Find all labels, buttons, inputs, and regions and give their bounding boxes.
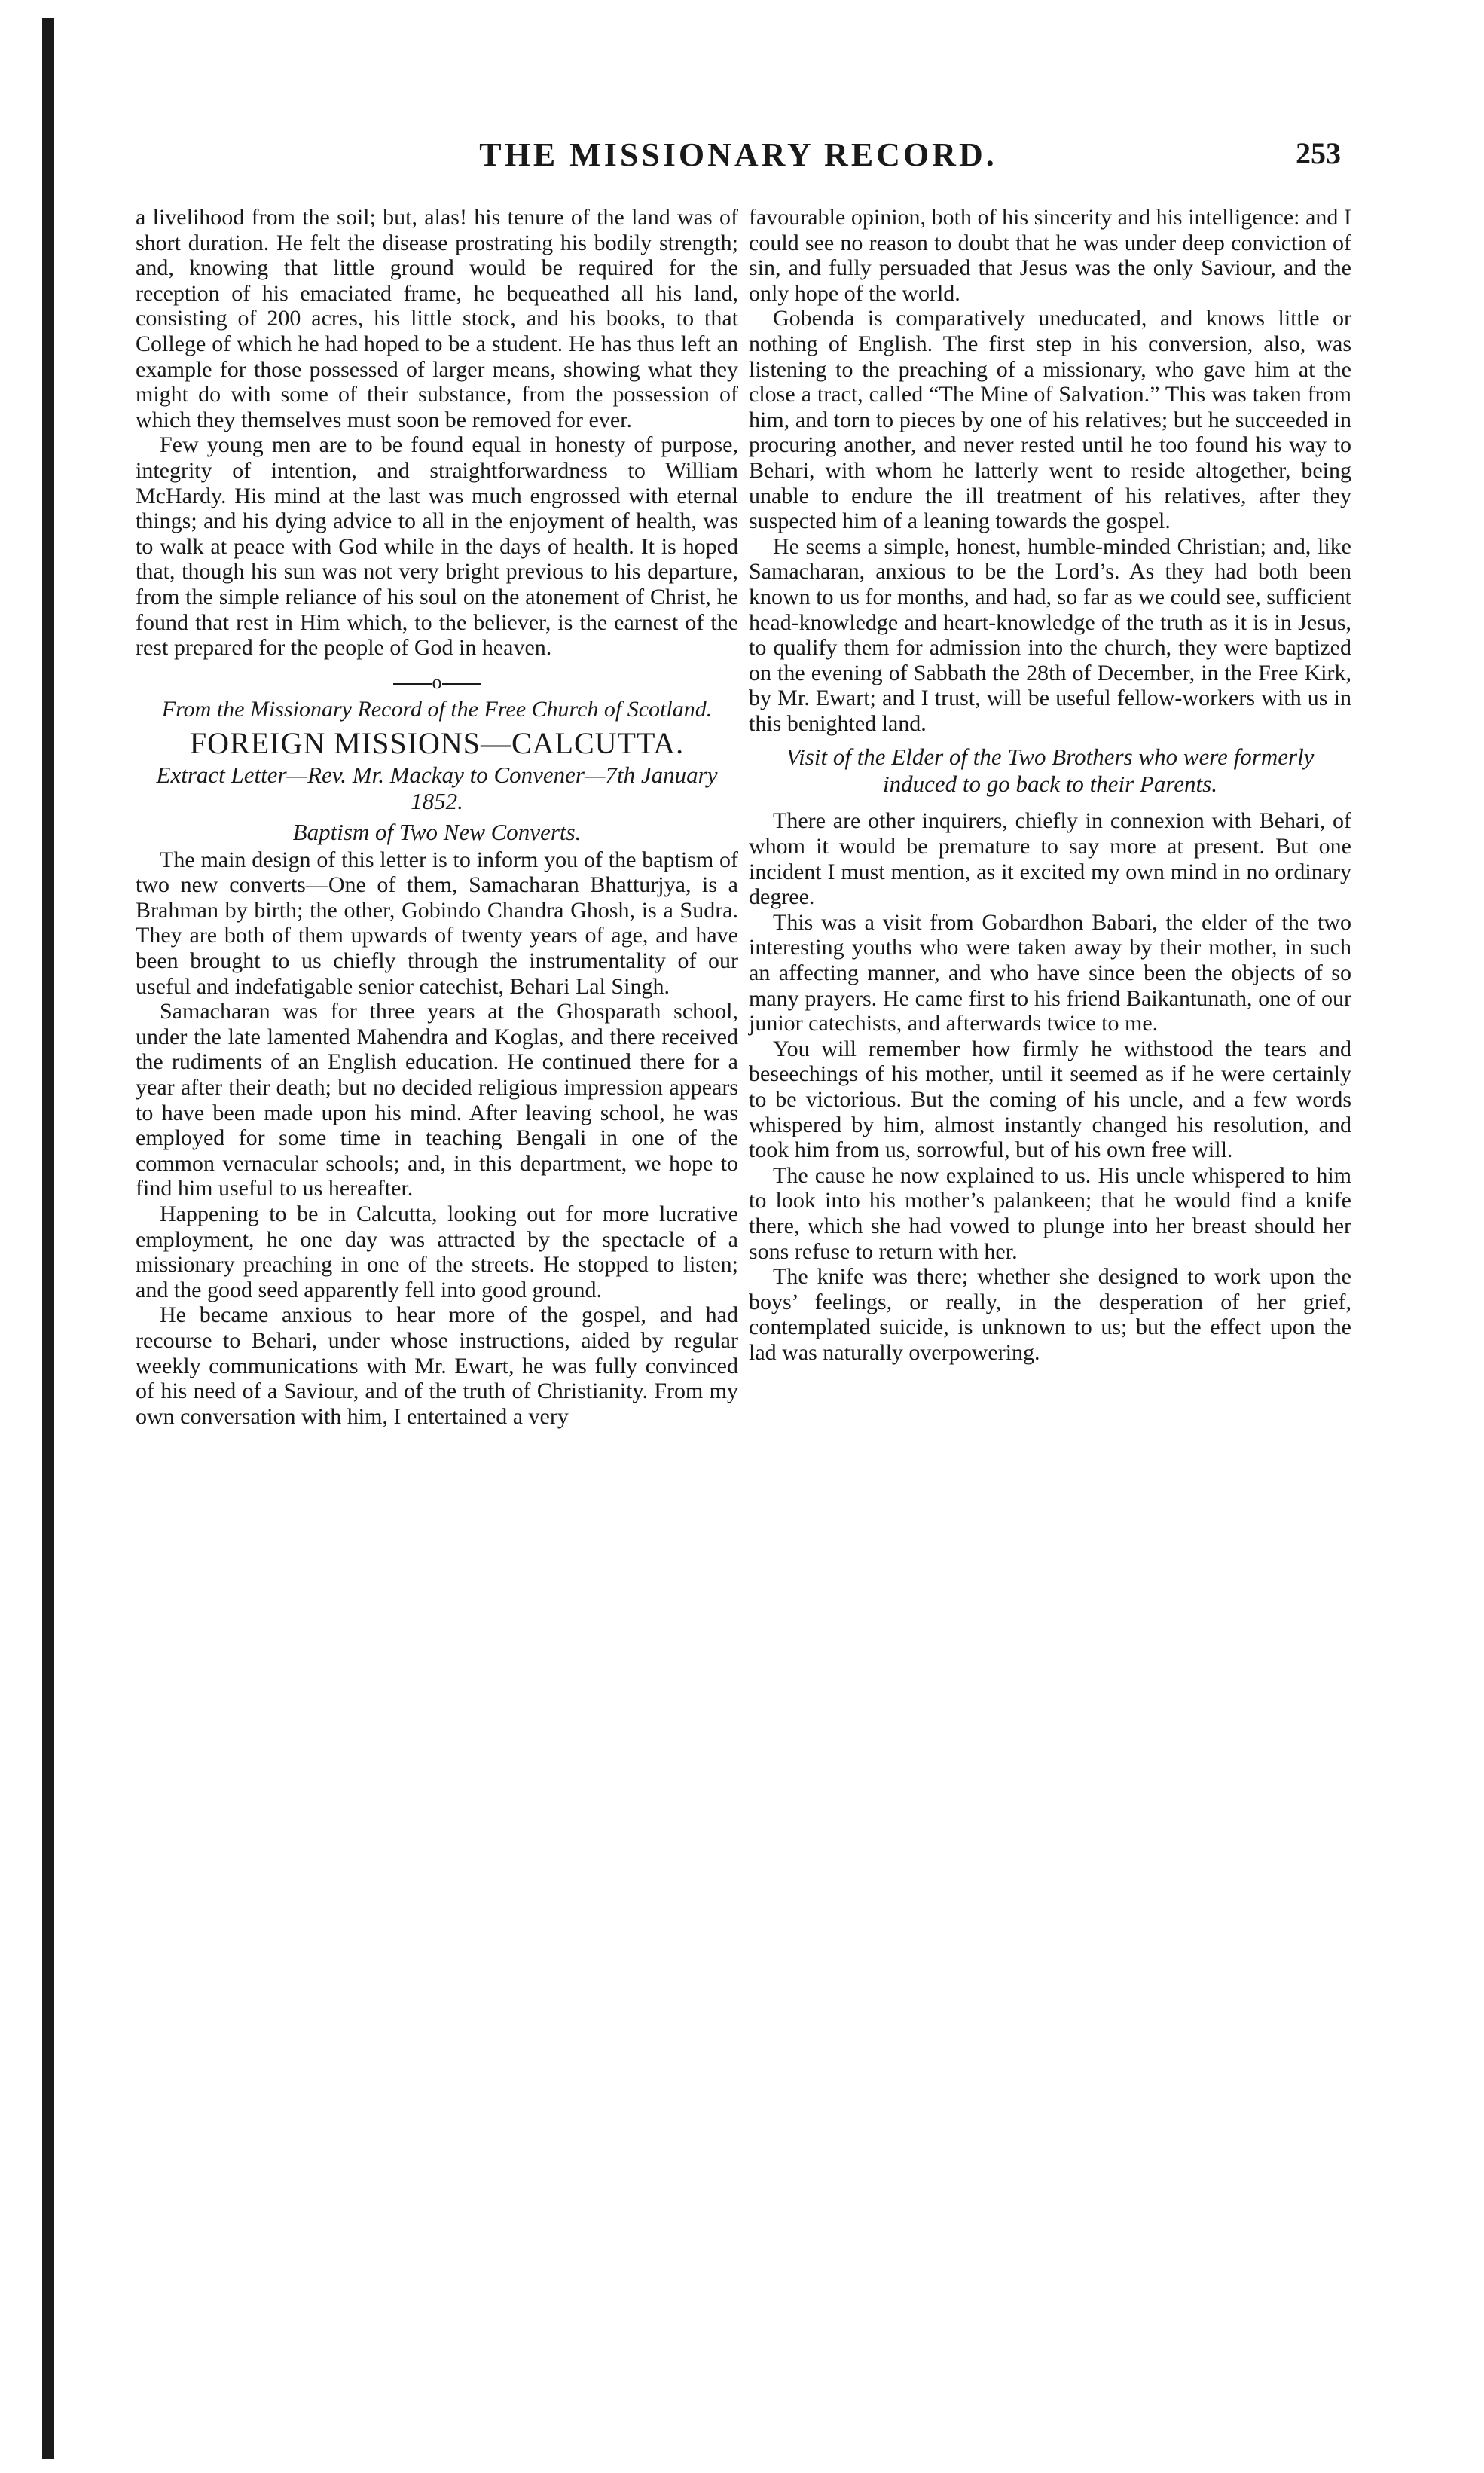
paragraph: You will remember how firmly he withstood the tears and beseechings of his mother, until it seemed as if he were certainly to be victorious. But the coming of his uncle, and a few words whispered by him, almost instantly changed his resolution, and took him from us, sorrowful, but of his own free will. — [749, 1036, 1351, 1163]
paragraph: a livelihood from the soil; but, alas! his tenure of the land was of short duration. He felt the disease prostrating his bodily strength; and, knowing that little ground would be required for the reception of his emaciated frame, he bequeathed all his land, consisting of 200 acres, his little stock, and his books, to that College of which he had hoped to be a student. He has thus left an example for those possessed of larger means, showing what they might do with some of their substance, from the possession of which they themselves must soon be removed for ever. — [136, 205, 738, 432]
running-title: THE MISSIONARY RECORD. — [479, 136, 997, 173]
page-header — [136, 136, 1341, 181]
paragraph: He became anxious to hear more of the gospel, and had recourse to Behari, under whose instructions, aided by regular weekly communications with Mr. Ewart, he was fully convinced of his need of a Saviour, and of the truth of Christianity. From my own conversation with him, I entertained a very — [136, 1302, 738, 1429]
paragraph: The cause he now explained to us. His uncle whispered to him to look into his mother’s palankeen; that he would find a knife there, which she had vowed to plunge into her breast should her sons refuse to return with her. — [749, 1162, 1351, 1264]
paragraph: There are other inquirers, chiefly in connexion with Behari, of whom it would be premature to say more at present. But one incident I must mention, as it excited my own mind in no ordinary degree. — [749, 808, 1351, 910]
left-column — [136, 205, 738, 1429]
page-number: 253 — [1296, 136, 1341, 170]
paragraph: The main design of this letter is to inform you of the baptism of two new converts—One of them, Samacharan Bhatturjya, is a Brahman by birth; the other, Gobindo Chandra Ghosh, is a Sudra. They are both of them upwards of twenty years of age, and have been brought to us chiefly through the instrumentality of our useful and indefatigable senior catechist, Behari Lal Singh. — [136, 847, 738, 999]
paragraph: Gobenda is comparatively uneducated, and knows little or nothing of English. The first step in his conversion, also, was listening to the preaching of a missionary, who gave him at the close a tract, called “The Mine of Salvation.” This was taken from him, and torn to pieces by one of his relatives; but he succeeded in procuring another, and never rested until he too found his way to Behari, with whom he latterly went to reside altogether, being unable to endure the ill treatment of his relatives, after they suspected him of a leaning towards the gospel. — [749, 306, 1351, 534]
page-binding-edge — [42, 18, 54, 2459]
sub-heading: Baptism of Two New Converts. — [292, 818, 582, 845]
paragraph: Samacharan was for three years at the Ghosparath school, under the late lamented Mahendra and Koglas, and there received the rudiments of an English education. He continued there for a year after their death; but no decided religious impression appears to have been made upon his mind. After leaving school, he was employed for some time in teaching Bengali in one of the common vernacular schools; and, in this department, we hope to find him useful to us hereafter. — [136, 999, 738, 1201]
right-column — [749, 205, 1351, 1366]
sub-heading: Visit of the Elder of the Two Brothers who were formerly induced to go back to their Parents. — [786, 743, 1315, 798]
source-note: From the Missionary Record of the Free Church of Scotland. — [161, 696, 713, 722]
extract-line: Extract Letter—Rev. Mr. Mackay to Convener—7th January 1852. — [156, 761, 718, 814]
section-heading: FOREIGN MISSIONS—CALCUTTA. — [189, 725, 685, 760]
section-divider — [136, 671, 738, 694]
paragraph: The knife was there; whether she designed to work upon the boys’ feelings, or really, in the desperation of her grief, contemplated suicide, is unknown to us; but the effect upon the lad was naturally overpowering. — [749, 1264, 1351, 1365]
paragraph: Happening to be in Calcutta, looking out for more lucrative employment, he one day was attracted by the spectacle of a missionary preaching in one of the streets. He stopped to listen; and the good seed apparently fell into good ground. — [136, 1201, 738, 1302]
paragraph: favourable opinion, both of his sincerity and his intelligence: and I could see no reason to doubt that he was under deep conviction of sin, and fully persuaded that Jesus was the only Saviour, and the only hope of the world. — [749, 205, 1351, 306]
paragraph: Few young men are to be found equal in honesty of purpose, integrity of intention, and straightforwardness to William McHardy. His mind at the last was much engrossed with eternal things; and his dying advice to all in the enjoyment of health, was to walk at peace with God while in the days of health. It is hoped that, though his sun was not very bright previous to his departure, from the simple reliance of his soul on the atonement of Christ, he found that rest in Him which, to the believer, is the earnest of the rest prepared for the people of God in heaven. — [136, 432, 738, 661]
divider-mark: o — [432, 670, 442, 693]
paragraph: This was a visit from Gobardhon Babari, the elder of the two interesting youths who were taken away by their mother, in such an affecting manner, and who have since been the objects of so many prayers. He came first to his friend Baikantunath, one of our junior catechists, and afterwards twice to me. — [749, 909, 1351, 1037]
paragraph: He seems a simple, honest, humble-minded Christian; and, like Samacharan, anxious to be the Lord’s. As they had both been known to us for months, and had, so far as we could see, sufficient head-knowledge and heart-knowledge of the truth as it is in Jesus, to qualify them for admission into the church, they were baptized on the evening of Sabbath the 28th of December, in the Free Kirk, by Mr. Ewart; and I trust, will be useful fellow-workers with us in this benighted land. — [749, 533, 1351, 736]
